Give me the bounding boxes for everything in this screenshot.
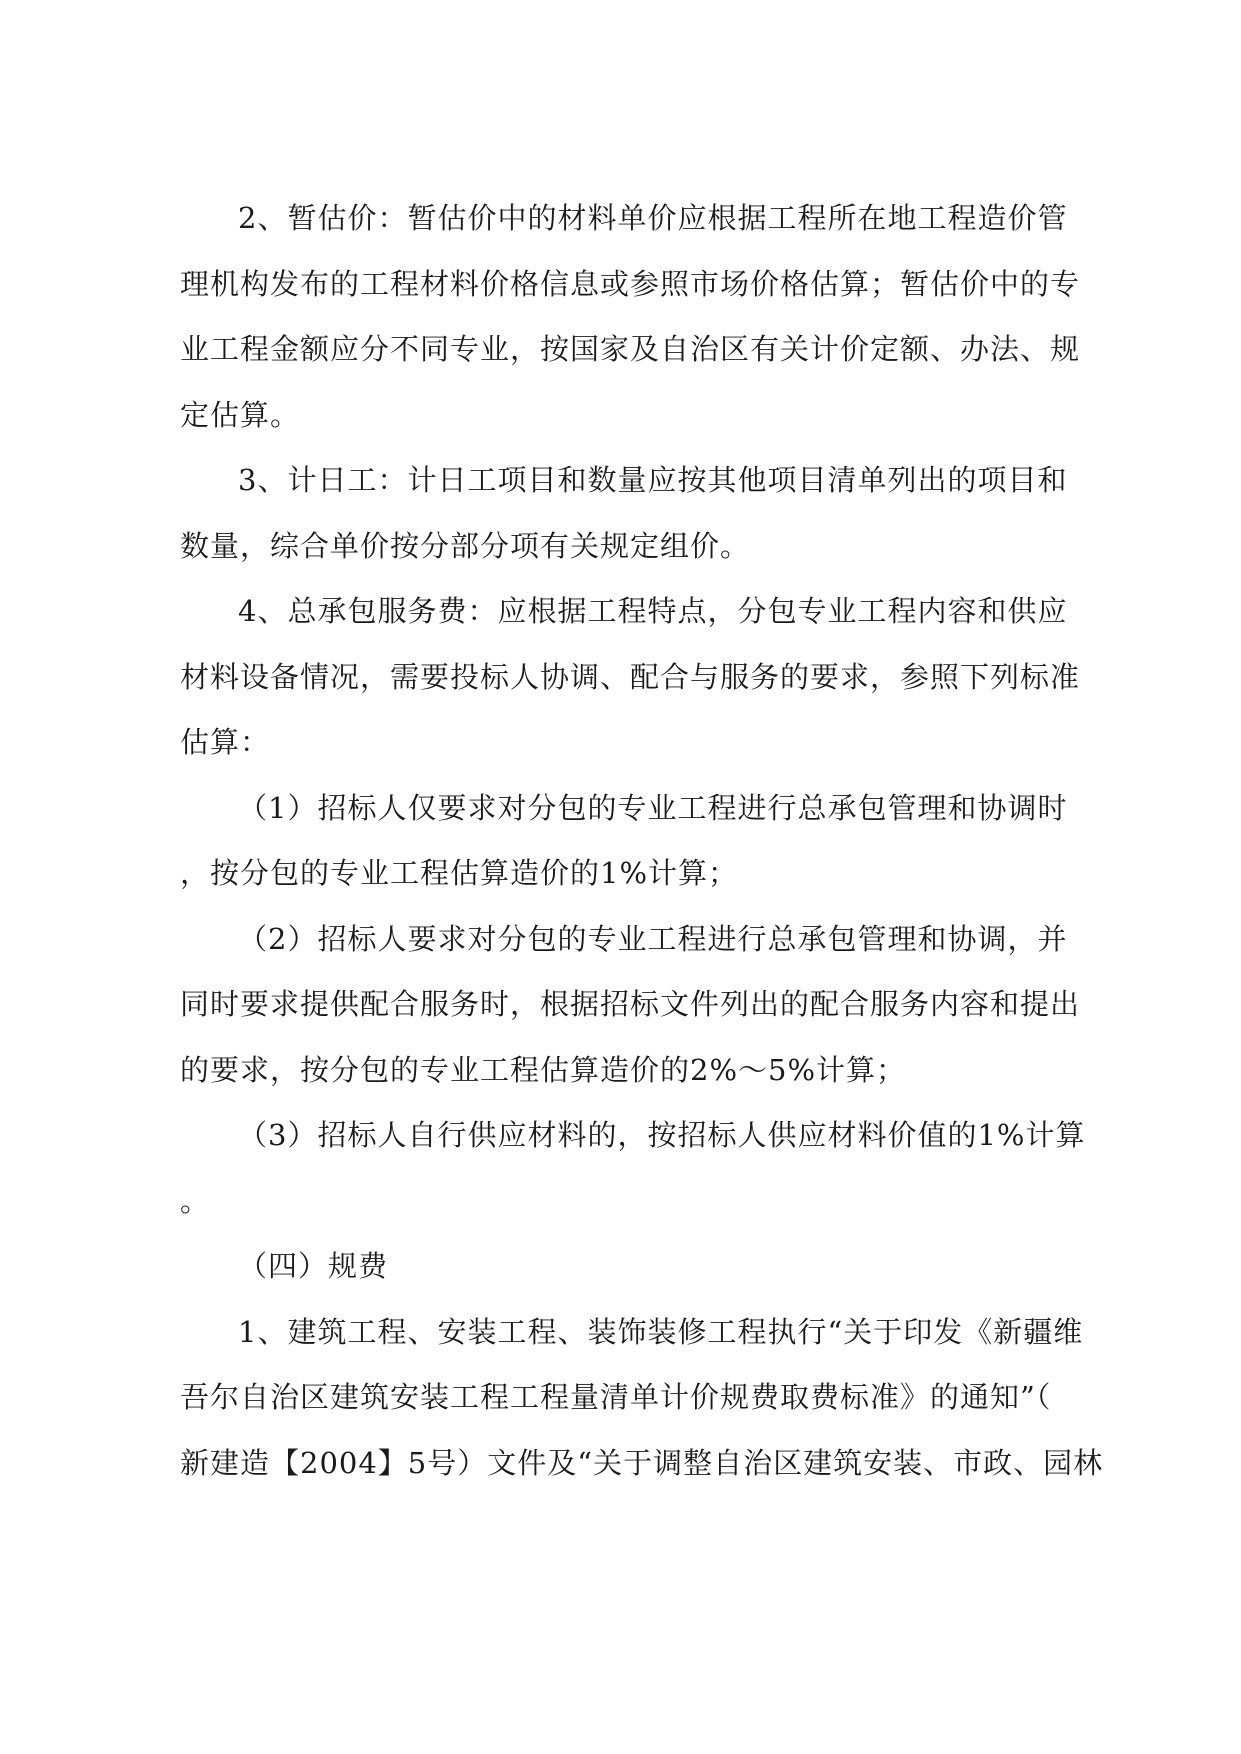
paragraph-line: 。 — [180, 1183, 211, 1218]
document-body — [180, 186, 1104, 1496]
paragraph-line: 3、计日工：计日工项目和数量应按其他项目清单列出的项目和 — [238, 463, 1068, 497]
paragraph-line: （1）招标人仅要求对分包的专业工程进行总承包管理和协调时 — [238, 790, 1068, 825]
paragraph-line: 材料设备情况，需要投标人协调、配合与服务的要求，参照下列标准 — [180, 659, 1081, 694]
paragraph-line: 估算： — [180, 725, 271, 759]
paragraph-line: 2、暂估价：暂估价中的材料单价应根据工程所在地工程造价管 — [238, 201, 1068, 235]
paragraph-line: 数量，综合单价按分部分项有关规定组价。 — [180, 528, 751, 563]
section-heading: （四）规费 — [238, 1249, 389, 1283]
paragraph-line: 新建造【2004】5号）文件及“关于调整自治区建筑安装、市政、园林 — [180, 1445, 1104, 1480]
paragraph-line: 同时要求提供配合服务时，根据招标文件列出的配合服务内容和提出 — [180, 987, 1081, 1021]
paragraph-line: （3）招标人自行供应材料的，按招标人供应材料价值的1%计算 — [238, 1118, 1086, 1152]
paragraph-line: 吾尔自治区建筑安装工程工程量清单计价规费取费标准》的通知”（ — [180, 1380, 1052, 1414]
paragraph-line: 业工程金额应分不同专业，按国家及自治区有关计价定额、办法、规 — [180, 332, 1081, 366]
paragraph-line: ，按分包的专业工程估算造价的1%计算； — [180, 856, 739, 890]
paragraph-line: 定估算。 — [180, 397, 301, 432]
paragraph-line: （2）招标人要求对分包的专业工程进行总承包管理和协调，并 — [238, 921, 1068, 956]
paragraph-line: 理机构发布的工程材料价格信息或参照市场价格估算；暂估价中的专 — [180, 266, 1081, 301]
paragraph-line: 4、总承包服务费：应根据工程特点，分包专业工程内容和供应 — [238, 594, 1068, 628]
paragraph-line: 的要求，按分包的专业工程估算造价的2%～5%计算； — [180, 1052, 907, 1087]
paragraph-line: 1、建筑工程、安装工程、装饰装修工程执行“关于印发《新疆维 — [238, 1314, 1084, 1349]
